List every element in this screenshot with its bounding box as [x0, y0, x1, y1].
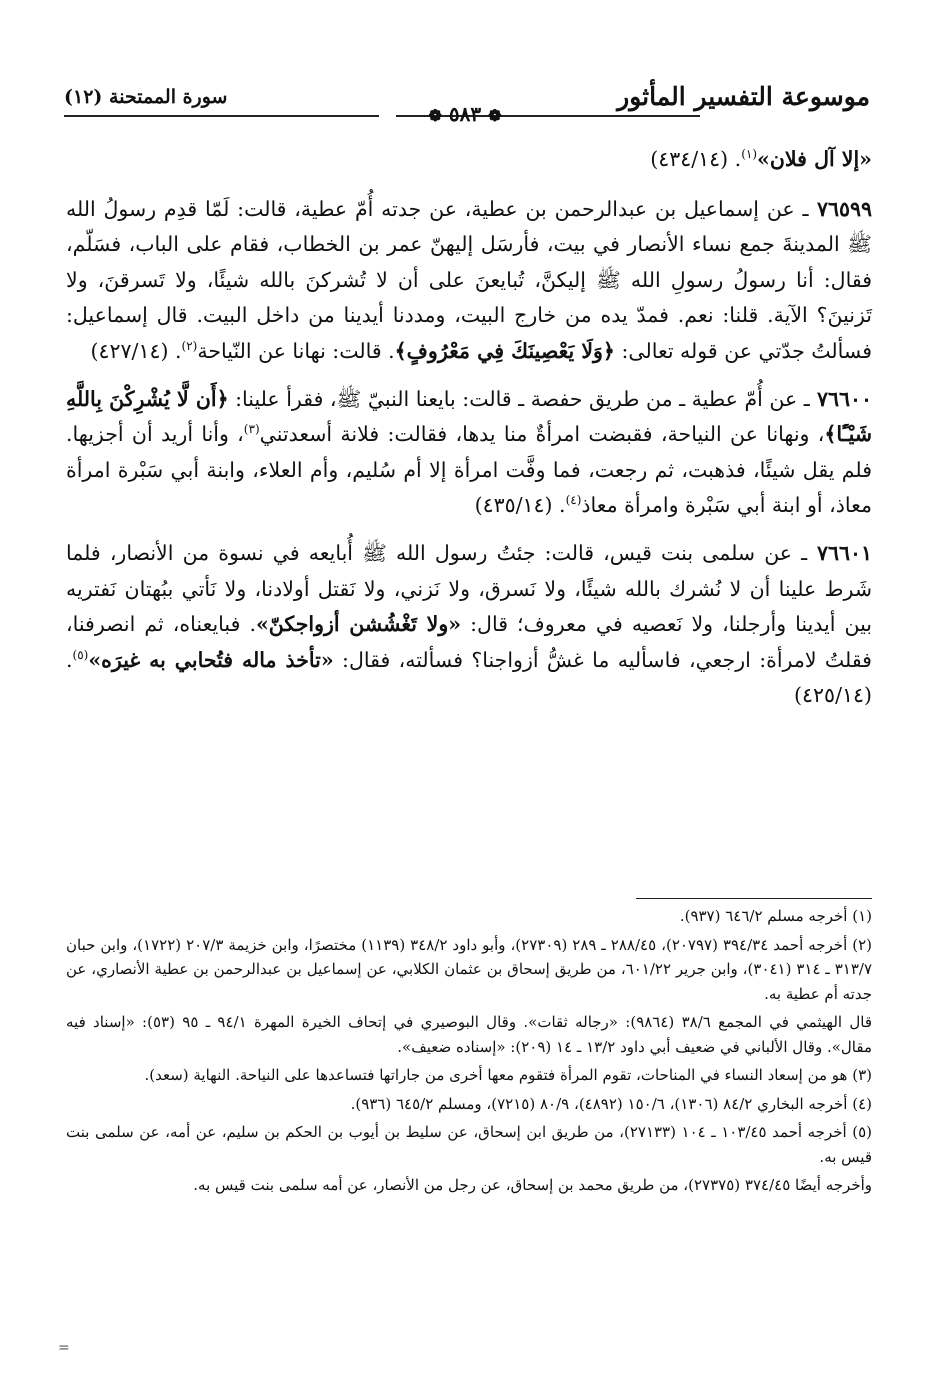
footnote-ref: (٣)	[243, 422, 260, 437]
ornament-icon: ❁	[488, 106, 502, 125]
body-text: . قالت: نهانا عن النّياحة	[197, 338, 395, 363]
body-text: . (٤٣٤/١٤)	[650, 147, 742, 171]
hadith-number: ٧٦٦٠١	[807, 540, 872, 565]
body-text: . (٤٢٧/١٤)	[90, 338, 182, 363]
footnote: (٣) هو من إسعاد النساء في المناحات، تقوم المرأة فتقوم معها أخرى من جاراتها فتساعدها على النياحة. النهاية (سعد).	[144, 1066, 872, 1084]
body-text: ـ عن إسماعيل بن عبدالرحمن بن عطية، عن جدته أُمّ عطية، قالت: لَمّا قدِم رسولُ الله ﷺ المدينةَ جمع نساء الأنصار في بيت، فأرسَل إليهنّ عمر بن الخطاب، فقام على الباب، فسَلّم، فقال: أنا رسولُ رسولِ الله ﷺ إليكنَّ، تُبايعنَ على أن لا تُشركنَ بالله شيئًا، ولا تَسرقنَ، ولا تَزنينَ؟ الآية. قلنا: نعم. فمدّ يده من خارج البيت، ومددنا أيدينا من داخل البيت. قال إسماعيل: فسألتُ جدّتي عن قوله تعالى:	[66, 196, 872, 363]
footnote-ref: (٥)	[72, 647, 89, 662]
body-text: ، وأنا أريد أن أجزيها. فلم يقل شيئًا، فذهبت، ثم رجعت، فما وفَّت امرأة إلا أم سُليم، وأم العلاء، وابنة أبي سَبْرة امرأة معاذ، أو ابنة أبي سَبْرة وامرأة معاذ	[66, 422, 872, 518]
surah-name: سورة الممتحنة (١٢)	[64, 86, 228, 108]
body-text: ـ عن أُمّ عطية ـ من طريق حفصة ـ قالت: بايعنا النبيّ ﷺ، فقرأ علينا:	[228, 386, 810, 411]
hadith-paragraph	[66, 192, 872, 370]
margin-mark: =	[58, 1340, 70, 1356]
quoted-text: «تأخذ ماله فتُحابي به غيرَه»	[88, 647, 334, 672]
footnote: قال الهيثمي في المجمع ٣٨/٦ (٩٨٦٤): «رجاله ثقات». وقال البوصيري في إتحاف الخيرة المهرة ٩٤/١ ـ ٩٥ (٥٣): «إسناد فيه مقال». وقال الألباني في ضعيف أبي داود ١٣/٢ ـ ١٤ (٢٠٩): «إسناده ضعيف».	[66, 1013, 873, 1056]
hadith-number: ٧٦٦٠٠	[809, 386, 872, 411]
hadith-paragraph	[66, 382, 872, 524]
quoted-text: ﴿وَلَا يَعْصِينَكَ فِي مَعْرُوفٍ﴾	[394, 338, 615, 363]
footnote: (٢) أخرجه أحمد ٣٩٤/٣٤ (٢٠٧٩٧)، ٢٨٨/٤٥ ـ ٢٨٩ (٢٧٣٠٩)، وأبو داود ٣٤٨/٢ (١١٣٩) مختصرًا، وابن خزيمة ٢٠٧/٣ (١٧٢٢)، وابن حبان ٣١٣/٧ ـ ٣١٤ (٣٠٤١)، وابن جرير ٦٠١/٢٢، من طريق إسحاق بن عثمان الكلابي، عن إسماعيل بن عبدالرحمن بن عطية الأنصاري، عن جدته أم عطية به.	[66, 935, 872, 1003]
footnotes	[66, 904, 872, 1202]
header-rule-left	[64, 115, 379, 117]
hadith-number: ٧٦٥٩٩	[808, 196, 872, 221]
body-text: ـ عن سلمى بنت قيس، قالت: جئتُ رسول الله ﷺ أُبايعه في نسوة من الأنصار، فلما شَرط علينا أن لا نُشرك بالله شيئًا، ولا نَسرق، ولا نَزني، ولا نَقتل أولادنا، ولا نَأتي ببُهتان نَفتريه بين أيدينا وأرجلنا، ولا نَعصيه في معروف؛ قال:	[66, 540, 872, 637]
page-number: ٥٨٣	[448, 102, 482, 126]
footnote-divider	[636, 898, 872, 899]
quoted-text: ﴿أَن لَّا يُشْرِكْنَ بِاللَّهِ شَيْـًٔا﴾	[66, 386, 873, 447]
footnote: وأخرجه أيضًا ٣٧٤/٤٥ (٢٧٣٧٥)، من طريق محمد بن إسحاق، عن رجل من الأنصار، عن أمه سلمى بنت قيس به.	[193, 1176, 872, 1194]
footnote-ref: (٢)	[181, 339, 198, 354]
page-header	[64, 82, 870, 128]
main-text	[66, 142, 872, 726]
footnote: (٥) أخرجه أحمد ١٠٣/٤٥ ـ ١٠٤ (٢٧١٣٣)، من طريق ابن إسحاق، عن سليط بن أيوب بن الحكم بن سليم، عن أمه، عن سلمى بنت قيس به.	[66, 1123, 872, 1166]
footnote-ref: (٤)	[565, 493, 582, 508]
footnote: (٤) أخرجه البخاري ٨٤/٢ (١٣٠٦)، ١٥٠/٦ (٤٨٩٢)، ٨٠/٩ (٧٢١٥)، ومسلم ٦٤٥/٢ (٩٣٦).	[350, 1094, 872, 1113]
body-text: . (٤٢٥/١٤)	[66, 647, 872, 708]
book-title: موسوعة التفسير المأثور	[617, 82, 870, 111]
ornament-icon: ❁	[428, 106, 442, 125]
quoted-text: «ولا تَغْشُشن أزواجكنّ»	[255, 612, 462, 637]
body-text: . (٤٣٥/١٤)	[474, 493, 566, 518]
footnote-ref: (١)	[741, 147, 758, 162]
hadith-paragraph	[66, 142, 872, 178]
quoted-text: «إلا آل فلان»	[757, 147, 872, 171]
footnote: (١) أخرجه مسلم ٦٤٦/٢ (٩٣٧).	[679, 907, 872, 925]
hadith-paragraph	[66, 536, 872, 714]
body-text: ، ونهانا عن النياحة، فقبضت امرأةٌ منا يدها، فقالت: فلانة أسعدتني	[259, 422, 825, 447]
page-number-group	[382, 102, 548, 126]
body-text: . فبايعناه، ثم انصرفنا، فقلتُ لامرأة: ارجعي، فاسأليه ما غشُّ أزواجنا؟ فسألته، فقال:	[66, 612, 872, 672]
